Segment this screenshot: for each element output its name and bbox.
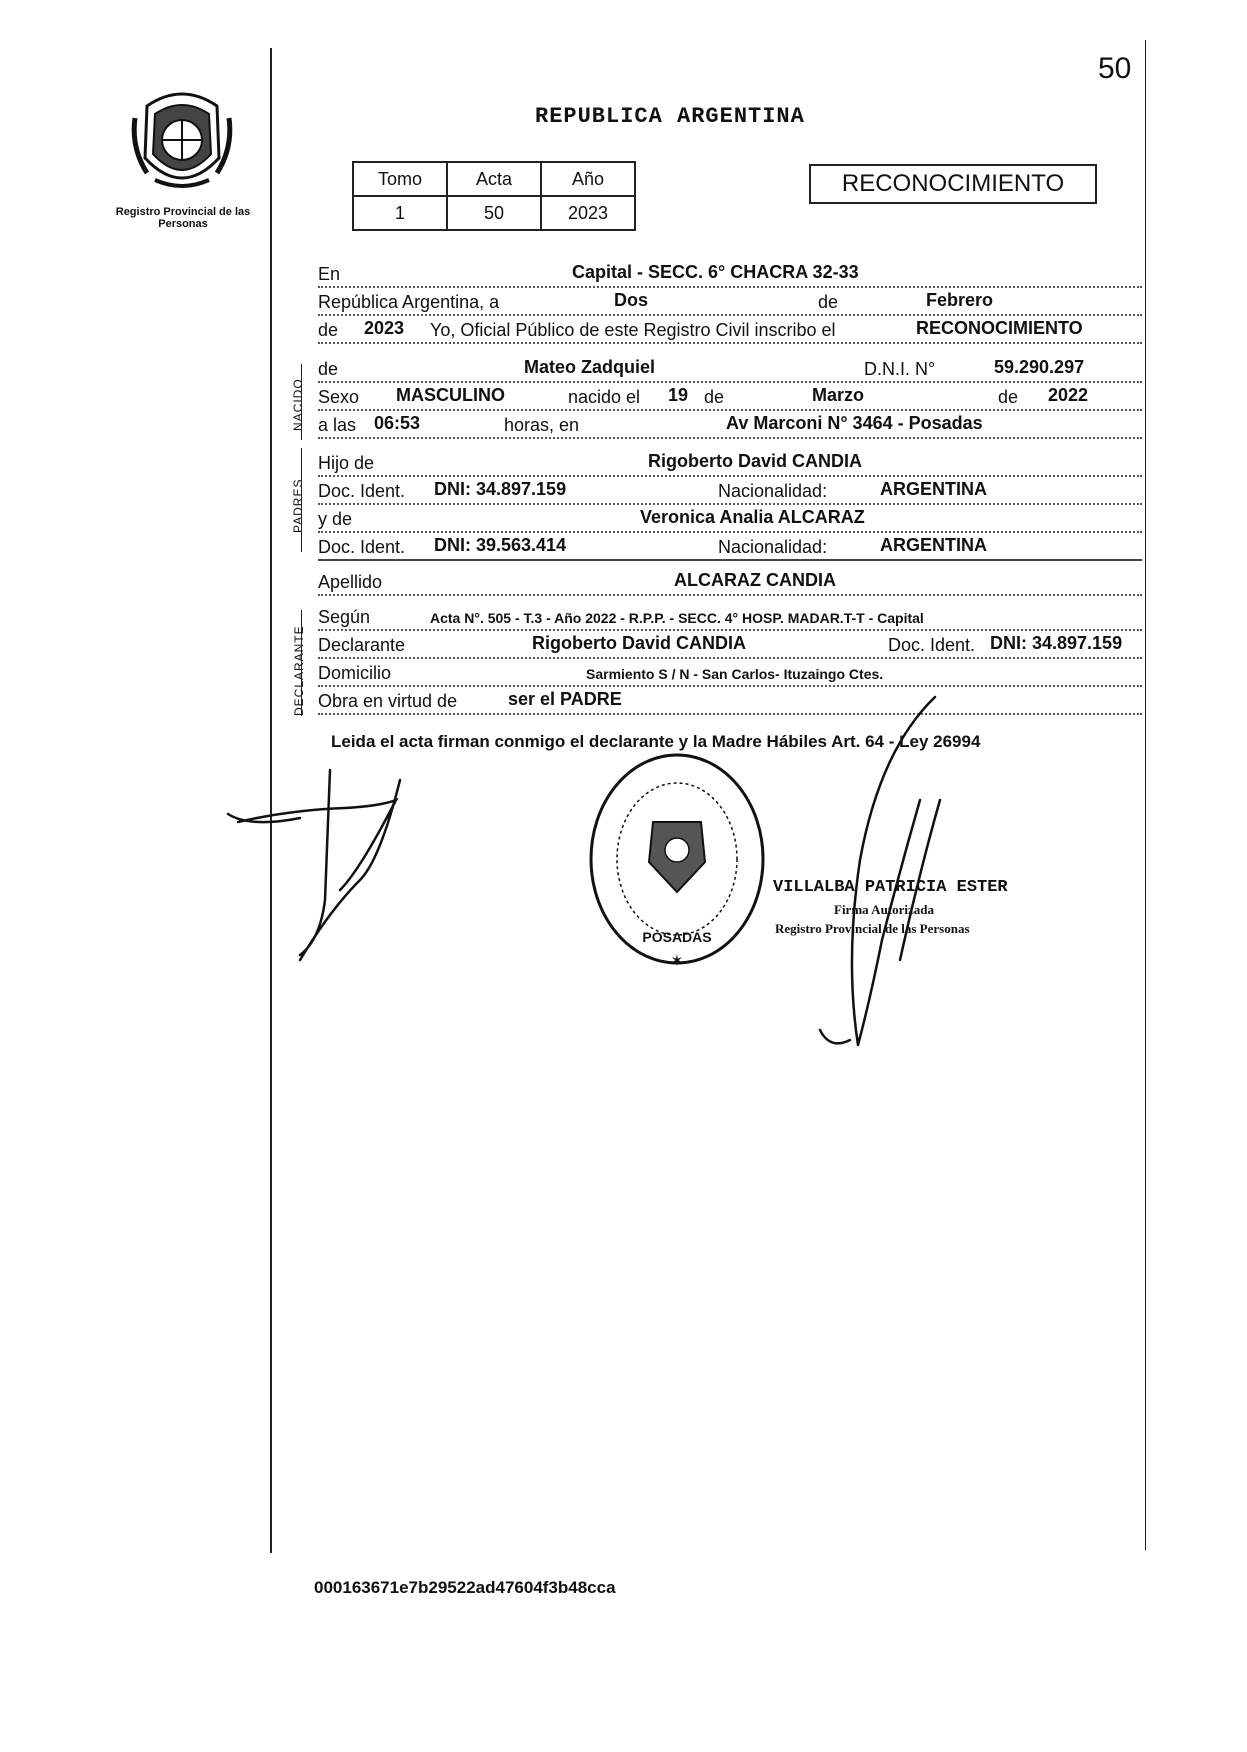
year-value: 2023 [364, 318, 405, 338]
nacido-name: Mateo Zadquiel [524, 357, 656, 377]
value-anio: 2023 [541, 196, 635, 230]
header-tomo: Tomo [353, 162, 447, 196]
obra-value: ser el PADRE [508, 689, 622, 709]
and-label: y de [318, 509, 353, 529]
date-day: Dos [614, 290, 649, 310]
year-de-label: de [318, 320, 339, 340]
declarante-side-label: DECLARANTE [292, 625, 306, 716]
sex-value: MASCULINO [396, 385, 505, 405]
surname-label: Apellido [318, 572, 383, 592]
segun-value: Acta N°. 505 - T.3 - Año 2022 - R.P.P. - SECC. 4° HOSP. MADAR.T-T - Capital [430, 610, 924, 626]
act-type-box: RECONOCIMIENTO [809, 164, 1097, 204]
declarante-name: Rigoberto David CANDIA [532, 633, 747, 653]
country-title: REPUBLICA ARGENTINA [535, 104, 805, 129]
year-act: RECONOCIMIENTO [916, 318, 1083, 338]
svg-text:✶: ✶ [670, 951, 684, 967]
birthplace: Av Marconi N° 3464 - Posadas [726, 413, 983, 433]
father-name: Rigoberto David CANDIA [648, 451, 863, 471]
value-acta: 50 [447, 196, 541, 230]
official-signature [820, 697, 940, 1045]
stamp-text: POSADAS [642, 929, 712, 945]
date-de-label: de [818, 292, 839, 312]
header-acta: Acta [447, 162, 541, 196]
place-value: Capital - SECC. 6° CHACRA 32-33 [572, 262, 859, 282]
born-label: nacido el [568, 387, 641, 407]
nacido-dni-label: D.N.I. N° [864, 359, 936, 379]
declarante-label: Declarante [318, 635, 406, 655]
nacido-dni: 59.290.297 [994, 357, 1085, 377]
domicile-label: Domicilio [318, 663, 392, 683]
header-anio: Año [541, 162, 635, 196]
declarante-doc-label: Doc. Ident. [888, 635, 976, 655]
obra-label: Obra en virtud de [318, 691, 458, 711]
hours-label: horas, en [504, 415, 580, 435]
page-number: 50 [1098, 52, 1132, 85]
father-nat-label: Nacionalidad: [718, 481, 828, 501]
declarant-signature [228, 770, 400, 960]
mother-doc: DNI: 39.563.414 [434, 535, 567, 555]
declarante-doc: DNI: 34.897.159 [990, 633, 1123, 653]
year-text: Yo, Oficial Público de este Registro Civil inscribo el [430, 320, 836, 340]
official-office: Registro Provincial de las Personas [775, 921, 970, 936]
date-label: República Argentina, a [318, 292, 500, 312]
mother-doc-label: Doc. Ident. [318, 537, 406, 557]
surname-value: ALCARAZ CANDIA [674, 570, 836, 590]
nacido-name-label: de [318, 359, 339, 379]
born-year: 2022 [1048, 385, 1089, 405]
mother-name: Veronica Analia ALCARAZ [640, 507, 865, 527]
born-day: 19 [668, 385, 689, 405]
place-label: En [318, 264, 341, 284]
official-role: Firma Autorizada [834, 902, 935, 917]
mother-nat-label: Nacionalidad: [718, 537, 828, 557]
sex-label: Sexo [318, 387, 360, 407]
born-month: Marzo [812, 385, 865, 405]
value-tomo: 1 [353, 196, 447, 230]
official-name: VILLALBA PATRICIA ESTER [773, 878, 1008, 897]
nacido-side-label: NACIDO [291, 378, 305, 431]
document-hash: 000163671e7b29522ad47604f3b48cca [314, 1578, 616, 1597]
father-doc-label: Doc. Ident. [318, 481, 406, 501]
domicile-value: Sarmiento S / N - San Carlos- Ituzaingo Ctes. [586, 666, 884, 682]
closing-statement: Leida el acta firman conmigo el declarante y la Madre Hábiles Art. 64 - Ley 26994 [331, 732, 981, 751]
registry-name: Registro Provincial de las Personas [115, 206, 251, 230]
segun-label: Según [318, 607, 371, 627]
father-nat: ARGENTINA [880, 479, 987, 499]
padres-side-label: PADRES [291, 478, 305, 533]
time-label: a las [318, 415, 357, 435]
date-month: Febrero [926, 290, 994, 310]
child-of-label: Hijo de [318, 453, 375, 473]
time-value: 06:53 [374, 413, 421, 433]
born-de1-label: de [704, 387, 725, 407]
born-de2-label: de [998, 387, 1019, 407]
father-doc: DNI: 34.897.159 [434, 479, 567, 499]
mother-nat: ARGENTINA [880, 535, 987, 555]
